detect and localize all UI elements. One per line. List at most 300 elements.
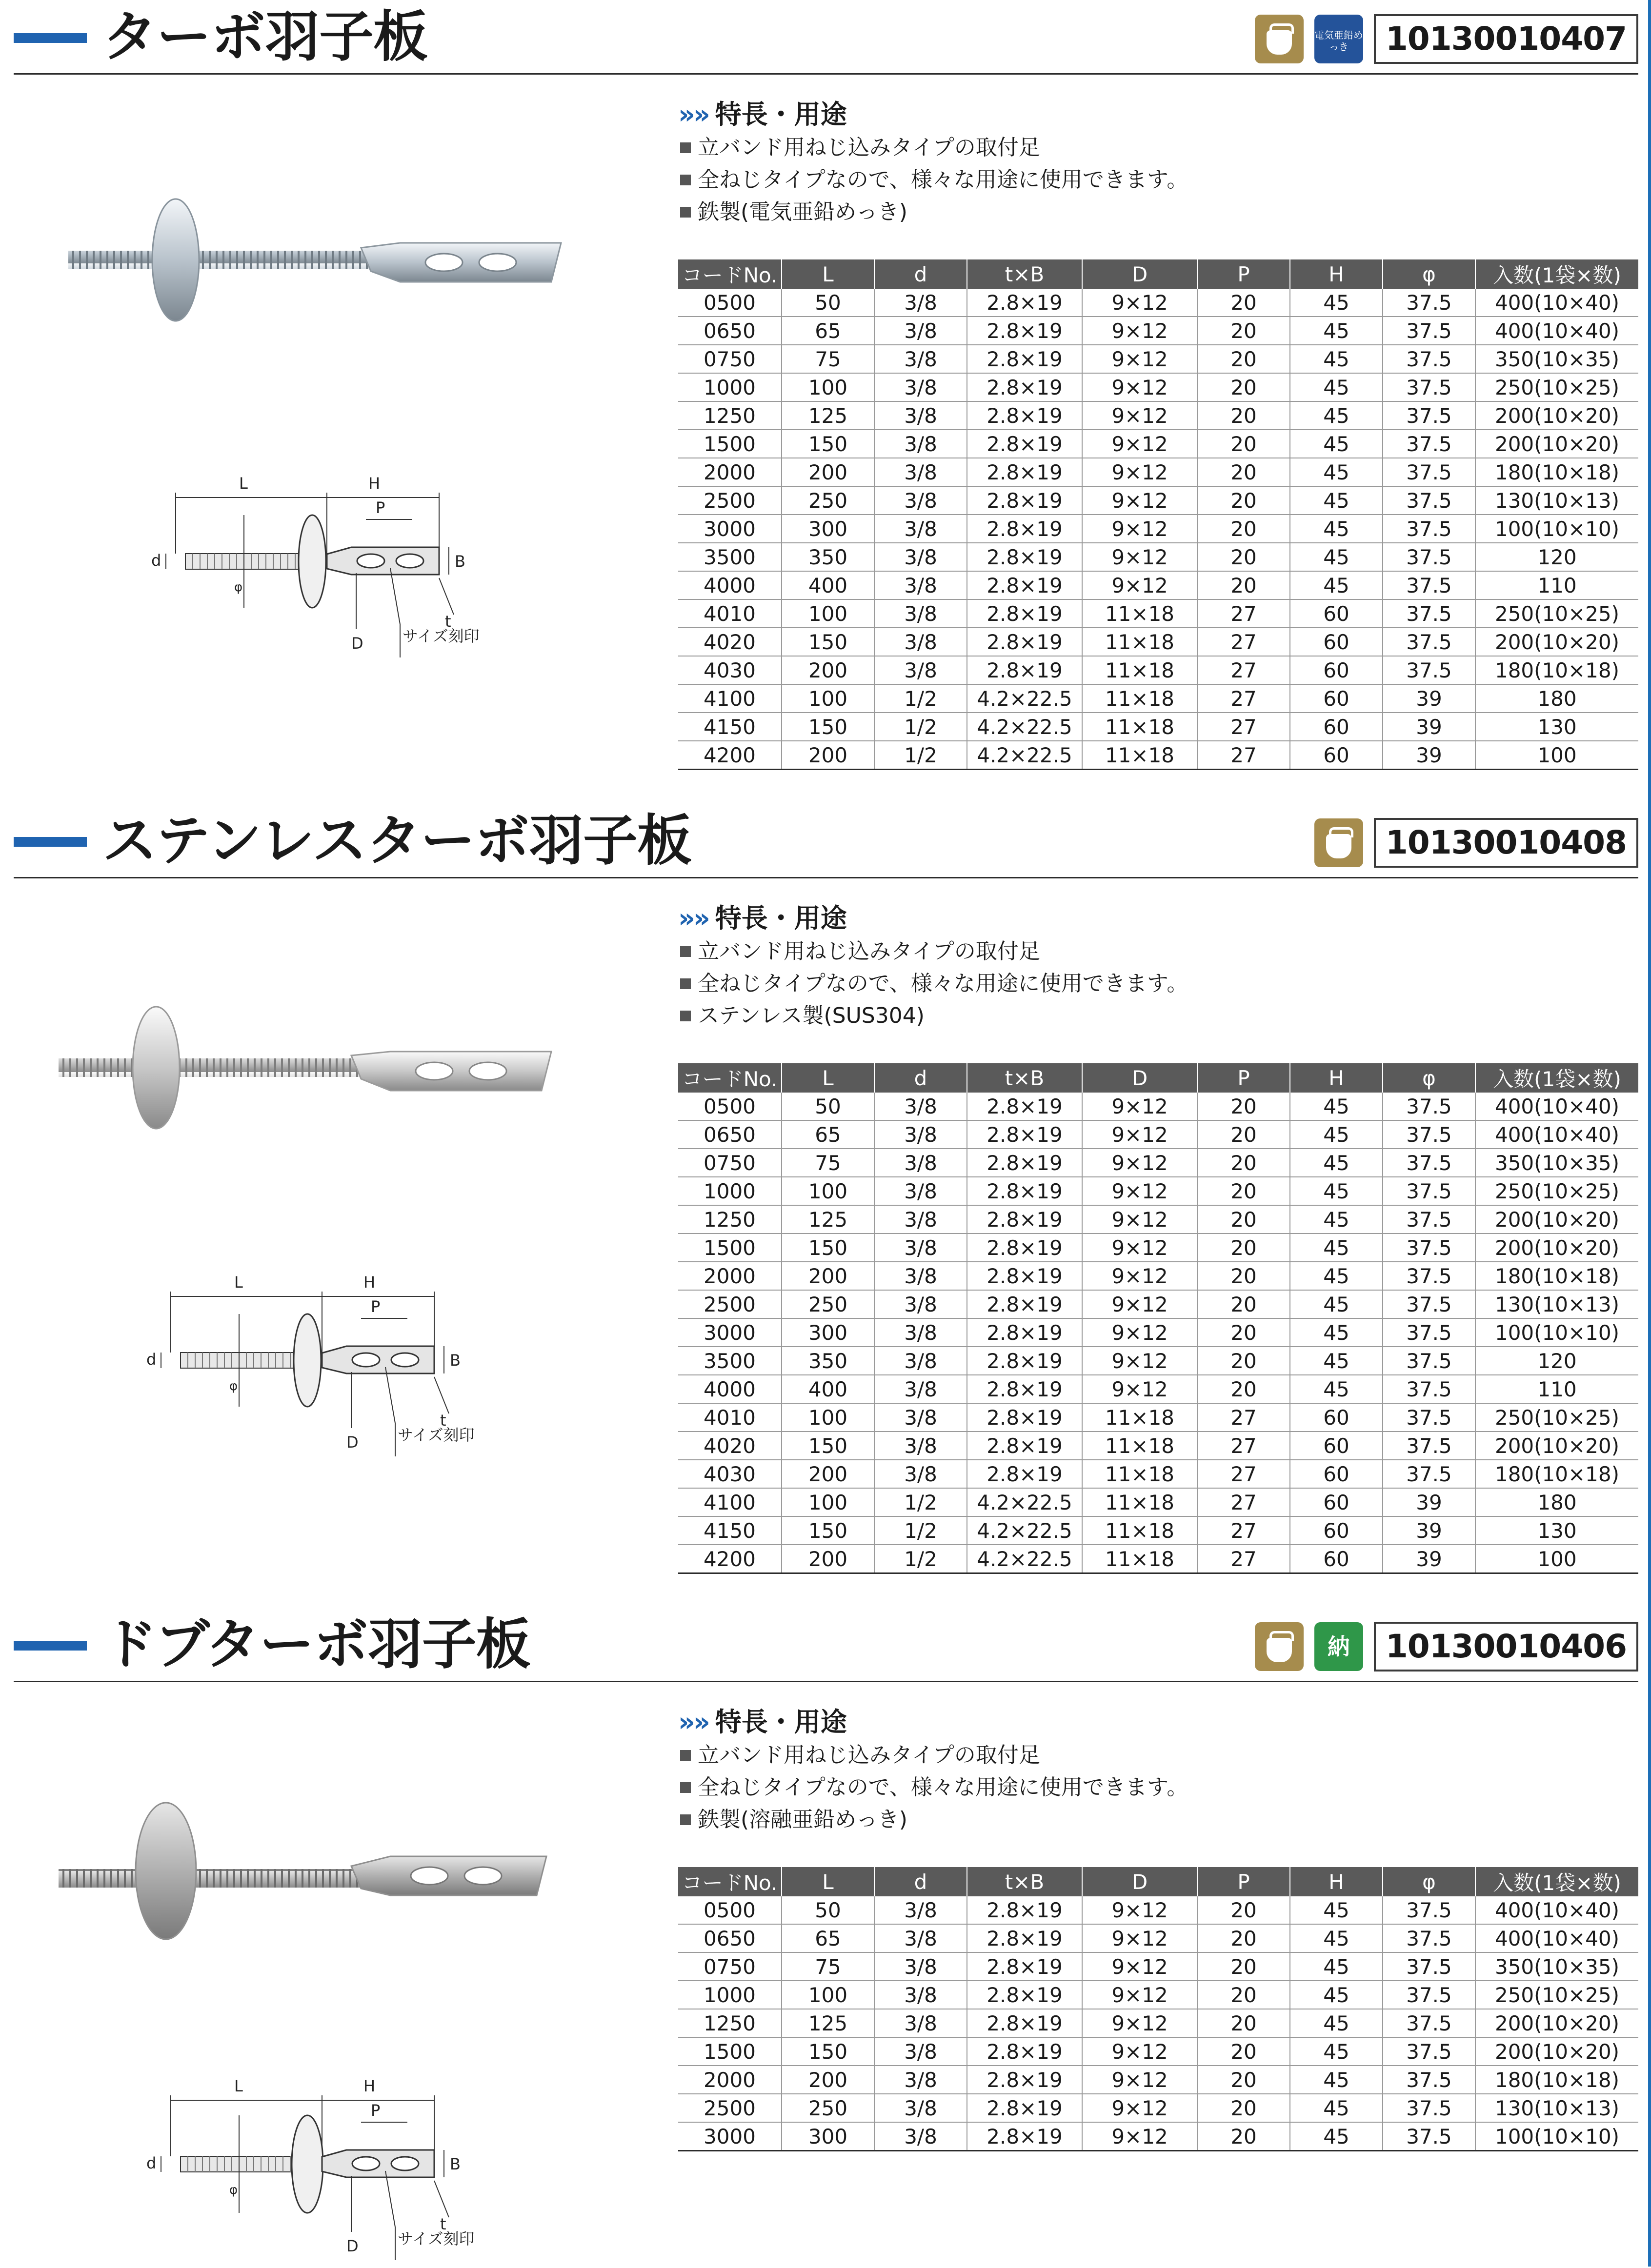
table-cell: 4020 (678, 628, 782, 656)
table-row (678, 430, 1638, 458)
table-cell: 3/8 (874, 1896, 967, 1924)
table-cell: 4.2×22.5 (967, 713, 1082, 741)
table-cell: 250(10×25) (1475, 1403, 1638, 1432)
feature-list (678, 901, 1188, 1032)
table-cell: 60 (1290, 741, 1383, 770)
table-cell: 20 (1197, 1290, 1290, 1318)
table-cell: 110 (1475, 571, 1638, 599)
table-cell: 200(10×20) (1475, 1205, 1638, 1233)
table-cell: 60 (1290, 1516, 1383, 1545)
table-cell: 3000 (678, 515, 782, 543)
table-cell: 37.5 (1383, 2066, 1475, 2094)
table-cell: 400(10×40) (1475, 1924, 1638, 1952)
table-cell: 0650 (678, 317, 782, 345)
table-cell: 180(10×18) (1475, 2066, 1638, 2094)
table-cell: 45 (1290, 486, 1383, 515)
table-row (678, 628, 1638, 656)
table-cell: 200(10×20) (1475, 1432, 1638, 1460)
feature-heading: »» 特長・用途 (678, 903, 847, 934)
table-cell: 200(10×20) (1475, 401, 1638, 430)
table-cell: 60 (1290, 1545, 1383, 1573)
table-cell: 2.8×19 (967, 1233, 1082, 1262)
feature-heading: »» 特長・用途 (678, 99, 847, 130)
section-header (14, 1608, 1638, 1682)
table-cell: 37.5 (1383, 543, 1475, 571)
table-cell: 2.8×19 (967, 2037, 1082, 2066)
table-cell: 20 (1197, 345, 1290, 373)
svg-text:φ: φ (234, 580, 243, 595)
table-cell: 200 (782, 2066, 874, 2094)
table-cell: 3/8 (874, 1177, 967, 1205)
table-cell: 37.5 (1383, 571, 1475, 599)
table-cell: 120 (1475, 543, 1638, 571)
table-cell: 39 (1383, 1488, 1475, 1516)
svg-text:D: D (346, 2237, 359, 2255)
table-cell: 4000 (678, 1375, 782, 1403)
svg-text:d: d (146, 2154, 157, 2172)
table-cell: 20 (1197, 1262, 1290, 1290)
table-cell: 37.5 (1383, 458, 1475, 486)
table-cell: 20 (1197, 1896, 1290, 1924)
table-cell: 0650 (678, 1924, 782, 1952)
table-cell: 1250 (678, 401, 782, 430)
table-cell: 200 (782, 656, 874, 684)
column-header: D (1082, 1063, 1197, 1093)
table-row (678, 458, 1638, 486)
table-cell: 37.5 (1383, 1262, 1475, 1290)
table-cell: 60 (1290, 599, 1383, 628)
section-header (14, 804, 1638, 878)
svg-text:サイズ刻印: サイズ刻印 (398, 1426, 475, 1444)
product-photo (49, 1793, 566, 1951)
table-cell: 65 (782, 317, 874, 345)
table-row (678, 2009, 1638, 2037)
table-cell: 150 (782, 628, 874, 656)
table-cell: 27 (1197, 1403, 1290, 1432)
column-header: L (782, 259, 874, 289)
table-cell: 37.5 (1383, 1432, 1475, 1460)
table-cell: 9×12 (1082, 458, 1197, 486)
table-cell: 9×12 (1082, 345, 1197, 373)
table-cell: 9×12 (1082, 1120, 1197, 1149)
table-cell: 27 (1197, 713, 1290, 741)
table-cell: 9×12 (1082, 2037, 1197, 2066)
table-cell: 9×12 (1082, 1318, 1197, 1347)
table-cell: 37.5 (1383, 1205, 1475, 1233)
table-cell: 45 (1290, 1981, 1383, 2009)
table-row (678, 515, 1638, 543)
table-cell: 37.5 (1383, 656, 1475, 684)
table-cell: 2.8×19 (967, 2094, 1082, 2122)
table-cell: 3/8 (874, 373, 967, 401)
table-cell: 75 (782, 1952, 874, 1981)
table-row (678, 1233, 1638, 1262)
spec-table (678, 1063, 1638, 1574)
table-cell: 3/8 (874, 1093, 967, 1120)
column-header: コードNo. (678, 259, 782, 289)
table-cell: 4.2×22.5 (967, 1545, 1082, 1573)
table-cell: 4150 (678, 1516, 782, 1545)
table-cell: 20 (1197, 1093, 1290, 1120)
table-cell: 250(10×25) (1475, 373, 1638, 401)
table-cell: 20 (1197, 515, 1290, 543)
square-bullet-icon (680, 1782, 691, 1793)
table-cell: 200(10×20) (1475, 1233, 1638, 1262)
square-bullet-icon (680, 978, 691, 989)
table-cell: 3/8 (874, 345, 967, 373)
svg-text:P: P (371, 1297, 381, 1316)
table-cell: 2.8×19 (967, 1375, 1082, 1403)
table-cell: 2.8×19 (967, 2066, 1082, 2094)
table-cell: 2500 (678, 2094, 782, 2122)
table-cell: 150 (782, 2037, 874, 2066)
table-cell: 37.5 (1383, 2009, 1475, 2037)
table-cell: 130 (1475, 1516, 1638, 1545)
table-cell: 27 (1197, 599, 1290, 628)
table-cell: 1000 (678, 1981, 782, 2009)
column-header: t×B (967, 1867, 1082, 1896)
table-cell: 200 (782, 1460, 874, 1488)
table-cell: 2.8×19 (967, 571, 1082, 599)
column-header: H (1290, 259, 1383, 289)
column-header: P (1197, 1063, 1290, 1093)
table-cell: 400(10×40) (1475, 1093, 1638, 1120)
table-cell: 1250 (678, 2009, 782, 2037)
column-header: H (1290, 1867, 1383, 1896)
table-row (678, 373, 1638, 401)
table-cell: 200 (782, 1545, 874, 1573)
table-cell: 400 (782, 571, 874, 599)
table-row (678, 289, 1638, 317)
table-row (678, 317, 1638, 345)
table-cell: 20 (1197, 1120, 1290, 1149)
table-cell: 2.8×19 (967, 1262, 1082, 1290)
table-row (678, 2066, 1638, 2094)
table-cell: 4.2×22.5 (967, 1516, 1082, 1545)
table-row (678, 345, 1638, 373)
svg-text:B: B (455, 552, 465, 571)
section-stainless-turbo-hagoita (0, 804, 1651, 1589)
table-cell: 1/2 (874, 1516, 967, 1545)
table-cell: 100 (782, 1981, 874, 2009)
table-cell: 45 (1290, 430, 1383, 458)
svg-text:B: B (450, 1351, 461, 1370)
table-cell: 37.5 (1383, 628, 1475, 656)
chevron-right-icon: »» (678, 99, 708, 130)
column-header: L (782, 1063, 874, 1093)
feature-item: 全ねじタイプなので、様々な用途に使用できます。 (678, 164, 1188, 196)
table-cell: 37.5 (1383, 1981, 1475, 2009)
table-cell: 3/8 (874, 1460, 967, 1488)
square-bullet-icon (680, 1750, 691, 1761)
column-header: d (874, 1867, 967, 1896)
table-cell: 180(10×18) (1475, 656, 1638, 684)
table-cell: 65 (782, 1120, 874, 1149)
column-header: P (1197, 1867, 1290, 1896)
table-cell: 1/2 (874, 1488, 967, 1516)
table-cell: 11×18 (1082, 1488, 1197, 1516)
table-cell: 9×12 (1082, 289, 1197, 317)
table-cell: 3/8 (874, 656, 967, 684)
table-cell: 125 (782, 1205, 874, 1233)
table-cell: 39 (1383, 713, 1475, 741)
table-row (678, 2037, 1638, 2066)
table-cell: 9×12 (1082, 2009, 1197, 2037)
table-cell: 11×18 (1082, 1403, 1197, 1432)
table-cell: 39 (1383, 741, 1475, 770)
header-icons (1255, 12, 1638, 66)
table-cell: 20 (1197, 373, 1290, 401)
table-row (678, 1375, 1638, 1403)
table-cell: 60 (1290, 1460, 1383, 1488)
table-cell: 9×12 (1082, 1375, 1197, 1403)
column-header: d (874, 259, 967, 289)
table-row (678, 1432, 1638, 1460)
table-cell: 20 (1197, 1233, 1290, 1262)
column-header: L (782, 1867, 874, 1896)
table-cell: 45 (1290, 1924, 1383, 1952)
table-cell: 200 (782, 458, 874, 486)
table-cell: 20 (1197, 2122, 1290, 2151)
table-cell: 300 (782, 515, 874, 543)
table-cell: 9×12 (1082, 1262, 1197, 1290)
table-cell: 60 (1290, 1432, 1383, 1460)
table-cell: 27 (1197, 1432, 1290, 1460)
table-cell: 2.8×19 (967, 1896, 1082, 1924)
table-cell: 9×12 (1082, 2066, 1197, 2094)
feature-item: 立バンド用ねじ込みタイプの取付足 (678, 132, 1188, 164)
dimension-diagram (146, 468, 517, 665)
table-cell: 37.5 (1383, 515, 1475, 543)
table-cell: 37.5 (1383, 1318, 1475, 1347)
svg-text:B: B (450, 2155, 461, 2173)
column-header: φ (1383, 259, 1475, 289)
table-cell: 27 (1197, 656, 1290, 684)
svg-text:L: L (234, 2077, 243, 2095)
delivery-icon: 納 (1314, 1622, 1363, 1671)
square-bullet-icon (680, 1814, 691, 1825)
table-cell: 37.5 (1383, 373, 1475, 401)
table-cell: 11×18 (1082, 628, 1197, 656)
table-row (678, 1488, 1638, 1516)
table-cell: 4100 (678, 1488, 782, 1516)
table-cell: 3/8 (874, 317, 967, 345)
table-cell: 60 (1290, 1403, 1383, 1432)
table-cell: 45 (1290, 1318, 1383, 1347)
bag-icon (1255, 1622, 1304, 1671)
table-cell: 9×12 (1082, 1093, 1197, 1120)
table-row (678, 1318, 1638, 1347)
svg-text:t: t (440, 1411, 446, 1430)
table-cell: 2500 (678, 1290, 782, 1318)
table-cell: 27 (1197, 1488, 1290, 1516)
table-cell: 3/8 (874, 1290, 967, 1318)
table-cell: 20 (1197, 1177, 1290, 1205)
table-cell: 4020 (678, 1432, 782, 1460)
table-cell: 45 (1290, 1233, 1383, 1262)
section-title: ドブターボ羽子板 (102, 1613, 530, 1676)
table-row (678, 1347, 1638, 1375)
table-cell: 37.5 (1383, 1290, 1475, 1318)
table-cell: 45 (1290, 289, 1383, 317)
table-row (678, 1981, 1638, 2009)
table-cell: 37.5 (1383, 1460, 1475, 1488)
table-cell: 45 (1290, 2009, 1383, 2037)
table-cell: 11×18 (1082, 1460, 1197, 1488)
table-cell: 3/8 (874, 2094, 967, 2122)
feature-item: 鉄製(溶融亜鉛めっき) (678, 1804, 1188, 1836)
table-cell: 250 (782, 2094, 874, 2122)
table-row (678, 571, 1638, 599)
column-header: φ (1383, 1867, 1475, 1896)
table-cell: 3/8 (874, 628, 967, 656)
table-cell: 180(10×18) (1475, 458, 1638, 486)
table-cell: 100 (782, 599, 874, 628)
table-cell: 3/8 (874, 1952, 967, 1981)
header-accent-bar (14, 1641, 87, 1651)
table-cell: 60 (1290, 684, 1383, 713)
table-row (678, 1545, 1638, 1573)
column-header: P (1197, 259, 1290, 289)
table-cell: 100 (1475, 1545, 1638, 1573)
table-cell: 45 (1290, 1177, 1383, 1205)
table-cell: 100(10×10) (1475, 515, 1638, 543)
table-cell: 37.5 (1383, 289, 1475, 317)
product-code: 10130010407 (1374, 14, 1638, 64)
table-cell: 2.8×19 (967, 1952, 1082, 1981)
table-cell: 1000 (678, 373, 782, 401)
table-cell: 0650 (678, 1120, 782, 1149)
svg-text:L: L (234, 1273, 243, 1292)
column-header: φ (1383, 1063, 1475, 1093)
table-cell: 200(10×20) (1475, 2009, 1638, 2037)
table-cell: 100 (782, 1488, 874, 1516)
table-cell: 2.8×19 (967, 430, 1082, 458)
spec-table (678, 1867, 1638, 2151)
table-cell: 45 (1290, 1347, 1383, 1375)
table-cell: 20 (1197, 1375, 1290, 1403)
table-cell: 2.8×19 (967, 599, 1082, 628)
table-cell: 200 (782, 741, 874, 770)
table-cell: 39 (1383, 684, 1475, 713)
svg-text:P: P (376, 498, 385, 517)
table-cell: 3/8 (874, 1403, 967, 1432)
table-cell: 100 (782, 1403, 874, 1432)
table-cell: 60 (1290, 656, 1383, 684)
table-cell: 0500 (678, 1896, 782, 1924)
table-cell: 9×12 (1082, 571, 1197, 599)
table-cell: 20 (1197, 289, 1290, 317)
table-cell: 45 (1290, 345, 1383, 373)
table-cell: 125 (782, 2009, 874, 2037)
bag-icon (1255, 15, 1304, 63)
table-cell: 9×12 (1082, 1205, 1197, 1233)
table-cell: 180(10×18) (1475, 1262, 1638, 1290)
square-bullet-icon (680, 1011, 691, 1021)
table-cell: 3/8 (874, 1432, 967, 1460)
table-cell: 4000 (678, 571, 782, 599)
table-cell: 2.8×19 (967, 289, 1082, 317)
table-cell: 20 (1197, 401, 1290, 430)
table-cell: 4030 (678, 656, 782, 684)
table-cell: 150 (782, 713, 874, 741)
table-cell: 9×12 (1082, 1347, 1197, 1375)
table-cell: 60 (1290, 713, 1383, 741)
table-cell: 350 (782, 1347, 874, 1375)
table-cell: 3000 (678, 2122, 782, 2151)
table-cell: 3/8 (874, 486, 967, 515)
table-cell: 180(10×18) (1475, 1460, 1638, 1488)
table-cell: 2000 (678, 458, 782, 486)
table-cell: 2.8×19 (967, 1177, 1082, 1205)
table-cell: 20 (1197, 2066, 1290, 2094)
bag-icon (1314, 818, 1363, 867)
table-cell: 37.5 (1383, 1347, 1475, 1375)
svg-text:t: t (440, 2215, 446, 2233)
table-cell: 9×12 (1082, 401, 1197, 430)
table-cell: 0750 (678, 345, 782, 373)
column-header: 入数(1袋×数) (1475, 259, 1638, 289)
table-cell: 45 (1290, 1375, 1383, 1403)
table-cell: 20 (1197, 1981, 1290, 2009)
table-cell: 11×18 (1082, 599, 1197, 628)
table-cell: 300 (782, 2122, 874, 2151)
feature-item: 全ねじタイプなので、様々な用途に使用できます。 (678, 968, 1188, 1000)
table-cell: 400(10×40) (1475, 317, 1638, 345)
table-cell: 11×18 (1082, 684, 1197, 713)
column-header: コードNo. (678, 1867, 782, 1896)
table-cell: 3/8 (874, 1205, 967, 1233)
feature-list (678, 98, 1188, 228)
column-header: D (1082, 259, 1197, 289)
table-cell: 45 (1290, 1093, 1383, 1120)
product-photo (49, 994, 566, 1142)
table-cell: 250(10×25) (1475, 1177, 1638, 1205)
svg-text:H: H (368, 474, 381, 493)
table-cell: 100 (782, 373, 874, 401)
table-cell: 20 (1197, 2009, 1290, 2037)
table-cell: 3/8 (874, 1262, 967, 1290)
table-cell: 200(10×20) (1475, 2037, 1638, 2066)
feature-item: 立バンド用ねじ込みタイプの取付足 (678, 935, 1188, 968)
feature-item: ステンレス製(SUS304) (678, 1000, 1188, 1032)
table-cell: 2.8×19 (967, 2122, 1082, 2151)
header-icons (1255, 1619, 1638, 1674)
table-cell: 11×18 (1082, 656, 1197, 684)
table-cell: 60 (1290, 1488, 1383, 1516)
table-cell: 60 (1290, 628, 1383, 656)
table-row (678, 1290, 1638, 1318)
table-cell: 2.8×19 (967, 1290, 1082, 1318)
table-cell: 3/8 (874, 543, 967, 571)
svg-text:t: t (445, 612, 451, 631)
table-cell: 3500 (678, 543, 782, 571)
zinc-plating-icon: 電気亜鉛めっき (1314, 15, 1363, 63)
table-cell: 150 (782, 1233, 874, 1262)
table-cell: 2.8×19 (967, 1924, 1082, 1952)
feature-item: 鉄製(電気亜鉛めっき) (678, 196, 1188, 228)
table-cell: 3/8 (874, 2037, 967, 2066)
table-cell: 9×12 (1082, 2122, 1197, 2151)
table-cell: 250 (782, 1290, 874, 1318)
feature-item: 立バンド用ねじ込みタイプの取付足 (678, 1739, 1188, 1771)
table-cell: 75 (782, 1149, 874, 1177)
table-cell: 3/8 (874, 458, 967, 486)
table-cell: 11×18 (1082, 741, 1197, 770)
header-accent-bar (14, 33, 87, 43)
table-cell: 125 (782, 401, 874, 430)
table-cell: 150 (782, 1432, 874, 1460)
